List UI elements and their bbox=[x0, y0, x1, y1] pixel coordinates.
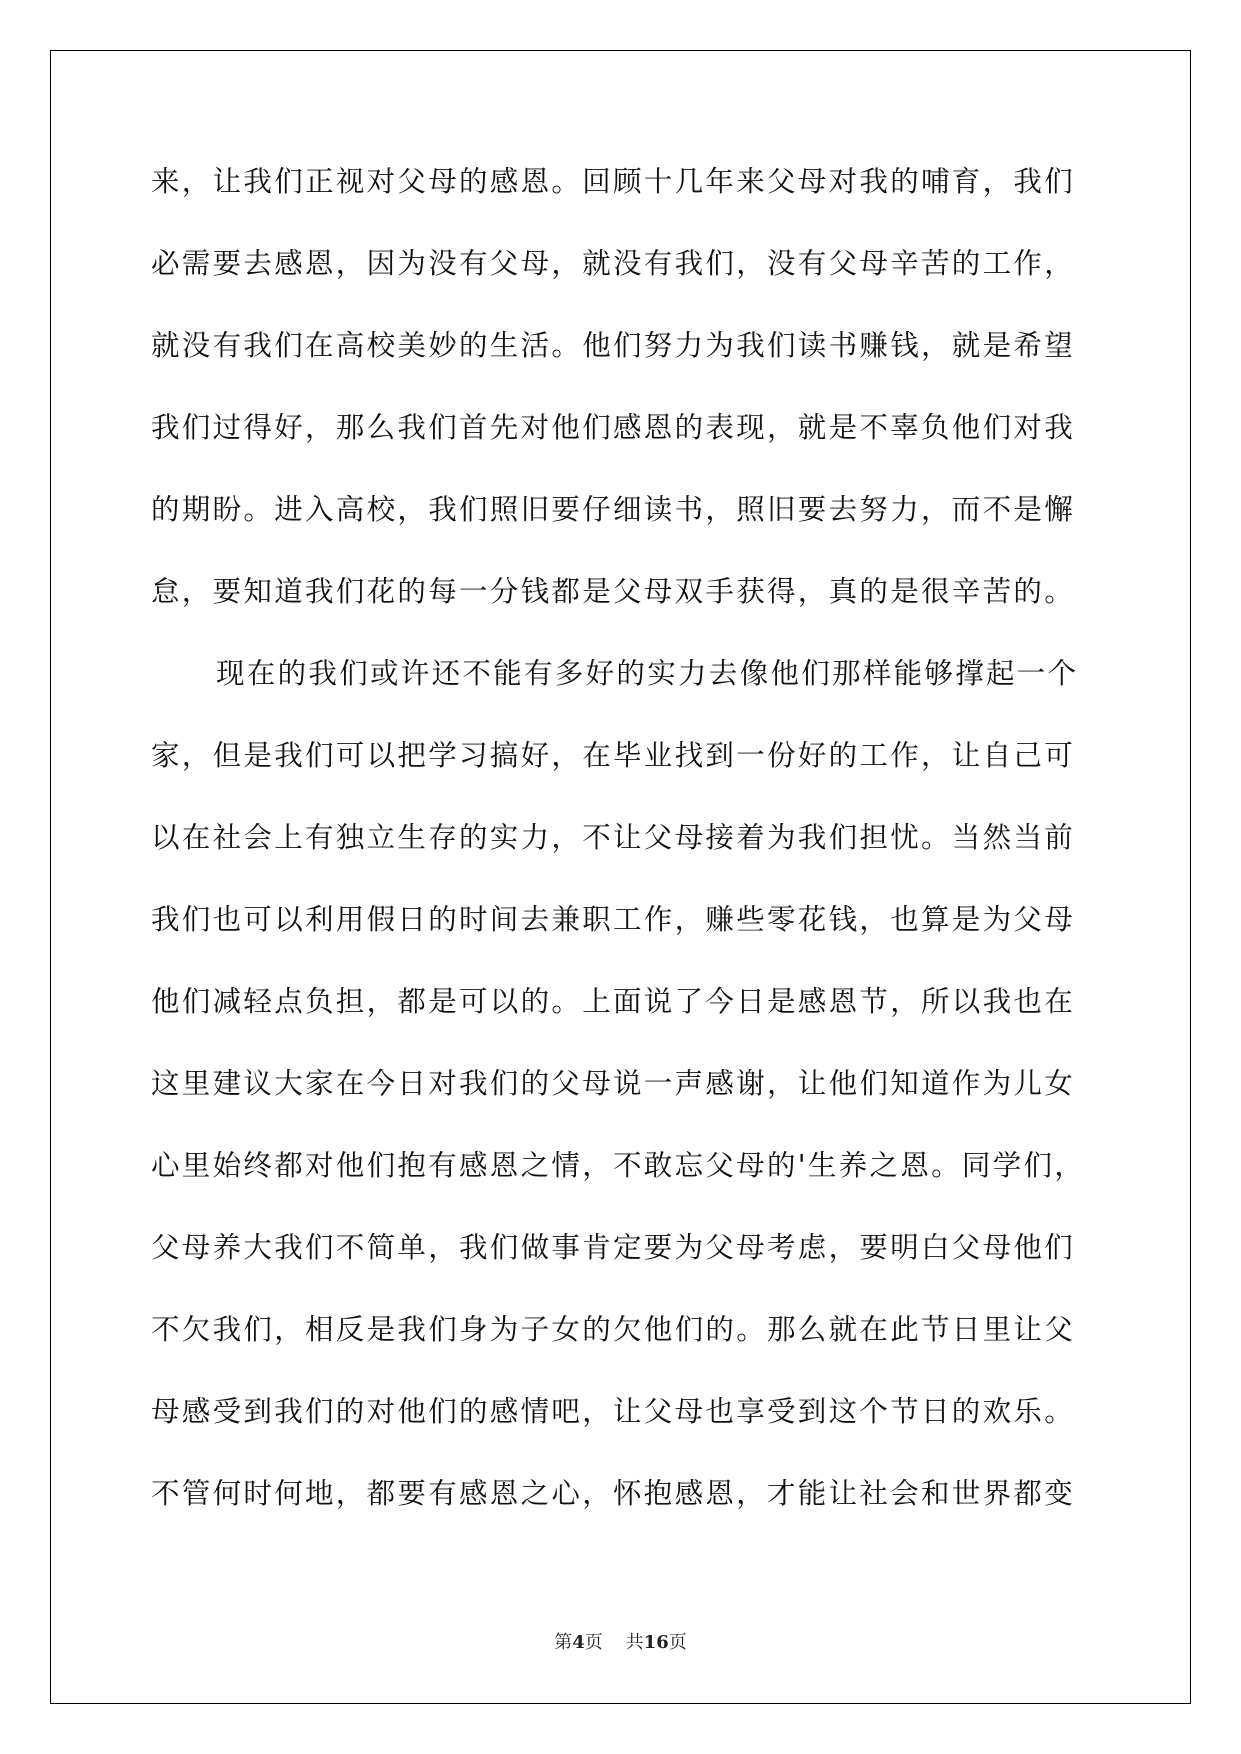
text-line: 来，让我们正视对父母的感恩。回顾十几年来父母对我的哺育，我们 bbox=[151, 165, 1076, 198]
text-line: 不管何时何地，都要有感恩之心，怀抱感恩，才能让社会和世界都变 bbox=[151, 1477, 1076, 1510]
text-line: 的期盼。进入高校，我们照旧要仔细读书，照旧要去努力，而不是懈 bbox=[151, 493, 1076, 526]
text-line: 就没有我们在高校美妙的生活。他们努力为我们读书赚钱，就是希望 bbox=[151, 329, 1076, 362]
page-number: 4 bbox=[572, 1632, 585, 1653]
text-line: 心里始终都对他们抱有感恩之情，不敢忘父母的'生养之恩。同学们， bbox=[151, 1149, 1086, 1182]
text-line: 不欠我们，相反是我们身为子女的欠他们的。那么就在此节日里让父 bbox=[151, 1313, 1076, 1346]
document-body bbox=[151, 160, 1101, 1554]
text-line: 这里建议大家在今日对我们的父母说一声感谢，让他们知道作为儿女 bbox=[151, 1067, 1076, 1100]
text-line: 怠，要知道我们花的每一分钱都是父母双手获得，真的是很辛苦的。 bbox=[151, 575, 1076, 608]
total-suffix: 页 bbox=[668, 1632, 687, 1653]
total-prefix: 共 bbox=[625, 1632, 644, 1653]
text-line: 他们减轻点负担，都是可以的。上面说了今日是感恩节，所以我也在 bbox=[151, 985, 1076, 1018]
text-line: 母感受到我们的对他们的感情吧，让父母也享受到这个节日的欢乐。 bbox=[151, 1395, 1076, 1428]
page-suffix: 页 bbox=[584, 1632, 603, 1653]
text-line: 以在社会上有独立生存的实力，不让父母接着为我们担忧。当然当前 bbox=[151, 821, 1076, 854]
text-line: 父母养大我们不简单，我们做事肯定要为父母考虑，要明白父母他们 bbox=[151, 1231, 1076, 1264]
page-footer bbox=[0, 1628, 1241, 1654]
text-line: 我们也可以利用假日的时间去兼职工作，赚些零花钱，也算是为父母 bbox=[151, 903, 1076, 936]
total-pages: 16 bbox=[643, 1632, 669, 1653]
paragraph-start-line: 现在的我们或许还不能有多好的实力去像他们那样能够撑起一个 bbox=[216, 657, 1079, 690]
text-line: 我们过得好，那么我们首先对他们感恩的表现，就是不辜负他们对我 bbox=[151, 411, 1076, 444]
text-line: 必需要去感恩，因为没有父母，就没有我们，没有父母辛苦的工作， bbox=[151, 247, 1076, 280]
text-line: 家，但是我们可以把学习搞好，在毕业找到一份好的工作，让自己可 bbox=[151, 739, 1076, 772]
page-prefix: 第 bbox=[554, 1632, 573, 1653]
